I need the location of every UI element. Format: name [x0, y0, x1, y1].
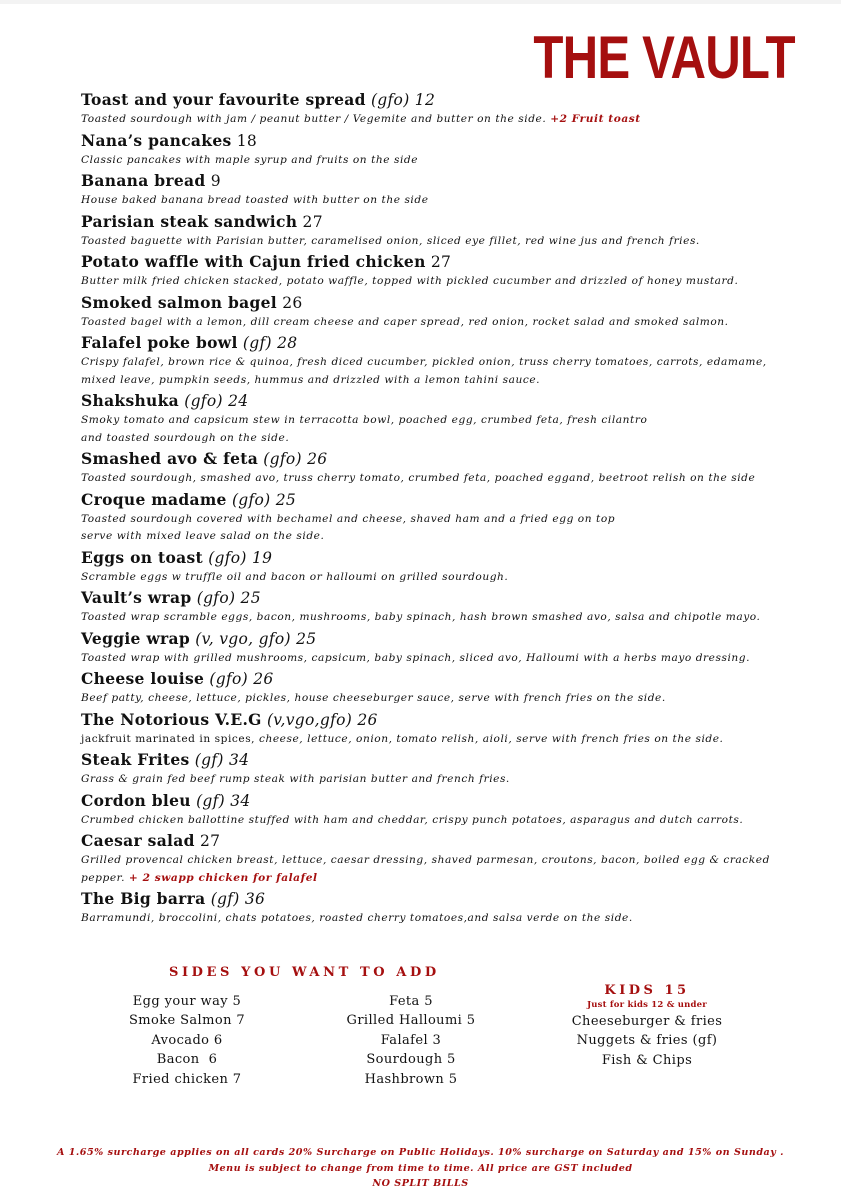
menu-item	[81, 709, 781, 749]
kids-list	[562, 1012, 732, 1070]
menu-item-description	[81, 354, 781, 389]
menu-item-name: Falafel poke bowl	[81, 333, 238, 352]
description-text: Beef patty, cheese, lettuce, pickles, house cheeseburger sauce, serve with french fries on the side.	[81, 692, 666, 704]
description-line	[81, 690, 781, 708]
menu-item-heading	[81, 251, 781, 273]
menu-item	[81, 547, 781, 587]
menu-item-price: 26	[282, 293, 303, 312]
footer-line: Menu is subject to change from time to time. All price are GST included	[208, 1162, 633, 1174]
description-text: Crumbed chicken ballottine stuffed with ham and cheddar, crispy punch potatoes, asparagus and dutch carrots.	[81, 813, 744, 826]
menu-item-dietary-tag: (gfo)	[370, 91, 410, 109]
menu-item-dietary-tag: (gfo)	[209, 670, 249, 688]
menu-item-dietary-tag: (gf)	[196, 791, 226, 810]
upsell-note: + 2 swapp chicken for falafel	[128, 871, 318, 884]
menu-item-dietary-tag: (gfo)	[196, 589, 236, 607]
menu-item-dietary-tag: (gfo)	[263, 450, 302, 468]
menu-item-description	[81, 314, 781, 332]
menu-item-name: Steak Frites	[81, 750, 190, 769]
kids-title: KIDS 15	[604, 983, 690, 998]
description-text: Scramble eggs w truffle oil and bacon or halloumi on grilled sourdough.	[81, 570, 509, 583]
description-text: Grass & grain fed beef rump steak with parisian butter and french fries.	[81, 773, 510, 785]
menu-item-price: 26	[357, 710, 378, 729]
menu-item-heading	[81, 448, 781, 470]
description-text: cheese, lettuce, onion, tomato relish, aioli, serve with french fries on the side.	[255, 732, 724, 745]
description-line	[81, 412, 781, 430]
menu-item-dietary-tag: (gf)	[242, 334, 272, 352]
menu-item-description	[81, 152, 781, 170]
menu-item	[81, 489, 781, 546]
menu-item-price: 27	[302, 212, 323, 231]
menu-item-heading	[81, 292, 781, 314]
menu-item-name: Veggie wrap	[81, 628, 190, 648]
menu-item-heading	[81, 390, 781, 412]
description-text: House baked banana bread toasted with butter on the side	[81, 194, 429, 206]
sides-title: SIDES YOU WANT TO ADD	[169, 965, 440, 980]
side-item: Egg your way 5	[132, 994, 242, 1009]
menu-item-heading	[81, 89, 781, 111]
kids-item: Nuggets & fries (gf)	[576, 1033, 718, 1049]
side-item: Hashbrown 5	[364, 1071, 458, 1087]
menu-item	[81, 790, 781, 830]
menu-item	[81, 587, 781, 627]
menu-item-name: Banana bread	[81, 171, 206, 190]
menu-item-name: Shakshuka	[81, 391, 179, 410]
menu-item-name: The Notorious V.E.G	[81, 709, 262, 729]
description-text: Toasted bagel with a lemon, dill cream cheese and caper spread, red onion, rocket salad and smoked salmon.	[81, 315, 729, 328]
menu-item-description	[81, 650, 781, 668]
menu-item-name: Nana’s pancakes	[81, 130, 232, 150]
menu-item	[81, 668, 781, 708]
brand-logo: THE VAULT	[533, 24, 795, 91]
menu-item-price: 27	[199, 832, 221, 850]
description-text: Classic pancakes with maple syrup and fruits on the side	[81, 153, 419, 166]
menu-item-description	[81, 812, 781, 830]
menu-item-price: 34	[228, 751, 250, 769]
description-lead: jackfruit marinated in spices,	[81, 732, 256, 745]
description-text: Grilled provencal chicken breast, lettuce, caesar dressing, shaved parmesan, croutons, bacon, boiled egg & cracked	[81, 854, 770, 866]
menu-item-heading	[81, 790, 781, 812]
menu-item-price: 36	[244, 890, 266, 908]
description-text: mixed leave, pumpkin seeds, hummus and drizzled with a lemon tahini sauce.	[81, 373, 541, 386]
side-item: Falafel 3	[380, 1032, 442, 1048]
description-text: pepper.	[81, 871, 125, 884]
description-line	[81, 152, 781, 170]
menu-item-heading	[81, 211, 781, 233]
menu-item-description	[81, 233, 781, 251]
menu-item-dietary-tag: (gfo)	[208, 548, 247, 567]
menu-item	[81, 888, 781, 928]
menu-item-description	[81, 569, 781, 587]
menu-item-name: Smoked salmon bagel	[81, 292, 277, 312]
menu-item	[81, 170, 781, 210]
kids-item: Cheeseburger & fries	[571, 1014, 723, 1029]
menu-list	[81, 89, 781, 929]
side-item: Smoke Salmon 7	[128, 1013, 246, 1029]
menu-item-heading	[81, 170, 781, 192]
description-line	[81, 870, 781, 888]
description-text: Toasted wrap scramble eggs, bacon, mushrooms, baby spinach, hash brown smashed avo, salsa and chipotle mayo.	[81, 611, 761, 623]
description-text: Butter milk fried chicken stacked, potato waffle, topped with pickled cucumber and drizzled of honey mustard.	[81, 275, 739, 287]
description-text: Crispy falafel, brown rice & quinoa, fresh diced cucumber, pickled onion, truss cherry tomatoes, carrots, edamame,	[81, 356, 767, 368]
description-line	[81, 812, 781, 830]
sides-column-1	[107, 992, 267, 1089]
menu-item-description	[81, 852, 781, 887]
menu-item-description	[81, 690, 781, 708]
menu-item-heading	[81, 888, 781, 910]
menu-item-dietary-tag: (v, vgo, gfo)	[195, 629, 291, 648]
menu-item-dietary-tag: (gf)	[210, 890, 240, 908]
menu-item-price: 25	[275, 490, 297, 509]
menu-item-price: 25	[296, 629, 317, 648]
menu-item	[81, 292, 781, 332]
menu-item-heading	[81, 668, 781, 690]
menu-item	[81, 251, 781, 291]
description-line	[81, 650, 781, 668]
description-line	[81, 372, 781, 390]
footer-notice	[40, 1145, 801, 1192]
menu-item-name: Potato waffle with Cajun fried chicken	[81, 252, 426, 271]
footer-line: NO SPLIT BILLS	[372, 1178, 469, 1189]
menu-item-dietary-tag: (gf)	[194, 751, 224, 769]
menu-item-heading	[81, 709, 781, 731]
menu-item-name: Cheese louise	[81, 669, 205, 688]
menu-item-name: Croque madame	[81, 489, 227, 509]
description-line	[81, 273, 781, 291]
menu-item-heading	[81, 332, 781, 354]
menu-item-heading	[81, 628, 781, 650]
sides-column-2	[331, 992, 491, 1089]
description-line	[81, 852, 781, 870]
description-text: Toasted wrap with grilled mushrooms, capsicum, baby spinach, sliced avo, Halloumi with a herbs mayo dressing.	[81, 651, 751, 664]
kids-subtitle: Just for kids 12 & under	[587, 1000, 707, 1010]
menu-item-dietary-tag: (v,vgo,gfo)	[266, 710, 353, 729]
menu-item-price: 12	[414, 91, 436, 109]
menu-item-price: 18	[236, 131, 258, 150]
description-line	[81, 731, 781, 749]
description-line	[81, 314, 781, 332]
side-item: Bacon 6	[156, 1052, 218, 1068]
menu-item-heading	[81, 830, 781, 852]
menu-item-description	[81, 771, 781, 789]
description-text: Toasted sourdough with jam / peanut butter / Vegemite and butter on the side.	[81, 113, 547, 125]
menu-item-name: Cordon bleu	[81, 790, 191, 810]
menu-item-description	[81, 511, 781, 546]
menu-item	[81, 448, 781, 488]
menu-item-price: 26	[307, 450, 328, 468]
menu-item-heading	[81, 489, 781, 511]
description-text: Toasted sourdough, smashed avo, truss cherry tomato, crumbed feta, poached eggand, beetroot relish on the side	[81, 472, 756, 484]
menu-item	[81, 830, 781, 887]
menu-item	[81, 628, 781, 668]
menu-item-price: 19	[252, 548, 273, 567]
menu-item	[81, 130, 781, 170]
menu-item-name: Parisian steak sandwich	[81, 211, 298, 231]
description-line	[81, 111, 781, 129]
description-text: serve with mixed leave salad on the side.	[81, 530, 325, 542]
menu-item-description	[81, 470, 781, 488]
menu-item-name: Eggs on toast	[81, 547, 203, 567]
menu-item-heading	[81, 547, 781, 569]
menu-item	[81, 749, 781, 789]
description-line	[81, 430, 781, 448]
menu-item-description	[81, 412, 781, 447]
menu-item	[81, 390, 781, 447]
menu-item-name: Caesar salad	[81, 831, 195, 850]
side-item: Fried chicken 7	[132, 1071, 242, 1087]
description-line	[81, 511, 781, 529]
menu-item-price: 25	[240, 589, 261, 607]
side-item: Feta 5	[389, 994, 433, 1009]
side-item: Avocado 6	[151, 1032, 223, 1048]
side-item: Sourdough 5	[366, 1052, 456, 1068]
description-line	[81, 528, 781, 546]
menu-item-name: Smashed avo & feta	[81, 449, 259, 468]
description-line	[81, 354, 781, 372]
menu-item-description	[81, 609, 781, 627]
menu-item-name: The Big barra	[81, 889, 206, 908]
description-text: Barramundi, broccolini, chats potatoes, roasted cherry tomatoes,and salsa verde on the side.	[81, 912, 633, 924]
menu-item-price: 24	[228, 392, 249, 410]
menu-item-dietary-tag: (gfo)	[184, 392, 223, 410]
menu-item-name: Vault’s wrap	[81, 588, 192, 607]
menu-item-price: 28	[277, 334, 298, 352]
top-edge	[0, 0, 841, 4]
description-text: and toasted sourdough on the side.	[81, 431, 290, 444]
menu-item-price: 26	[253, 670, 274, 688]
description-line	[81, 771, 781, 789]
menu-item-heading	[81, 130, 781, 152]
kids-section	[562, 982, 732, 1070]
menu-item-name: Toast and your favourite spread	[81, 90, 366, 109]
menu-item-description	[81, 731, 781, 749]
footer-line: A 1.65% surcharge applies on all cards 20% Surcharge on Public Holidays. 10% surcharge on Saturday and 15% on Sunday .	[56, 1147, 785, 1158]
menu-item-heading	[81, 749, 781, 771]
menu-item-price: 9	[210, 172, 221, 190]
menu-item-description	[81, 111, 781, 129]
menu-item	[81, 89, 781, 129]
upsell-note: +2 Fruit toast	[550, 113, 641, 125]
description-line	[81, 192, 781, 210]
side-item: Grilled Halloumi 5	[346, 1013, 476, 1029]
menu-item-description	[81, 910, 781, 928]
description-line	[81, 470, 781, 488]
menu-item-price: 27	[430, 253, 452, 271]
description-text: Toasted baguette with Parisian butter, caramelised onion, sliced eye fillet, red wine jus and french fries.	[81, 234, 700, 247]
description-line	[81, 233, 781, 251]
description-text: Toasted sourdough covered with bechamel and cheese, shaved ham and a fried egg on top	[81, 512, 616, 525]
description-text: Smoky tomato and capsicum stew in terracotta bowl, poached egg, crumbed feta, fresh cilantro	[81, 414, 648, 426]
menu-item-description	[81, 273, 781, 291]
menu-item-heading	[81, 587, 781, 609]
menu-item	[81, 211, 781, 251]
kids-item: Fish & Chips	[601, 1052, 693, 1068]
menu-item-description	[81, 192, 781, 210]
menu-item	[81, 332, 781, 389]
description-line	[81, 910, 781, 928]
menu-item-dietary-tag: (gfo)	[231, 490, 271, 509]
description-line	[81, 609, 781, 627]
description-line	[81, 569, 781, 587]
menu-item-price: 34	[230, 791, 251, 810]
